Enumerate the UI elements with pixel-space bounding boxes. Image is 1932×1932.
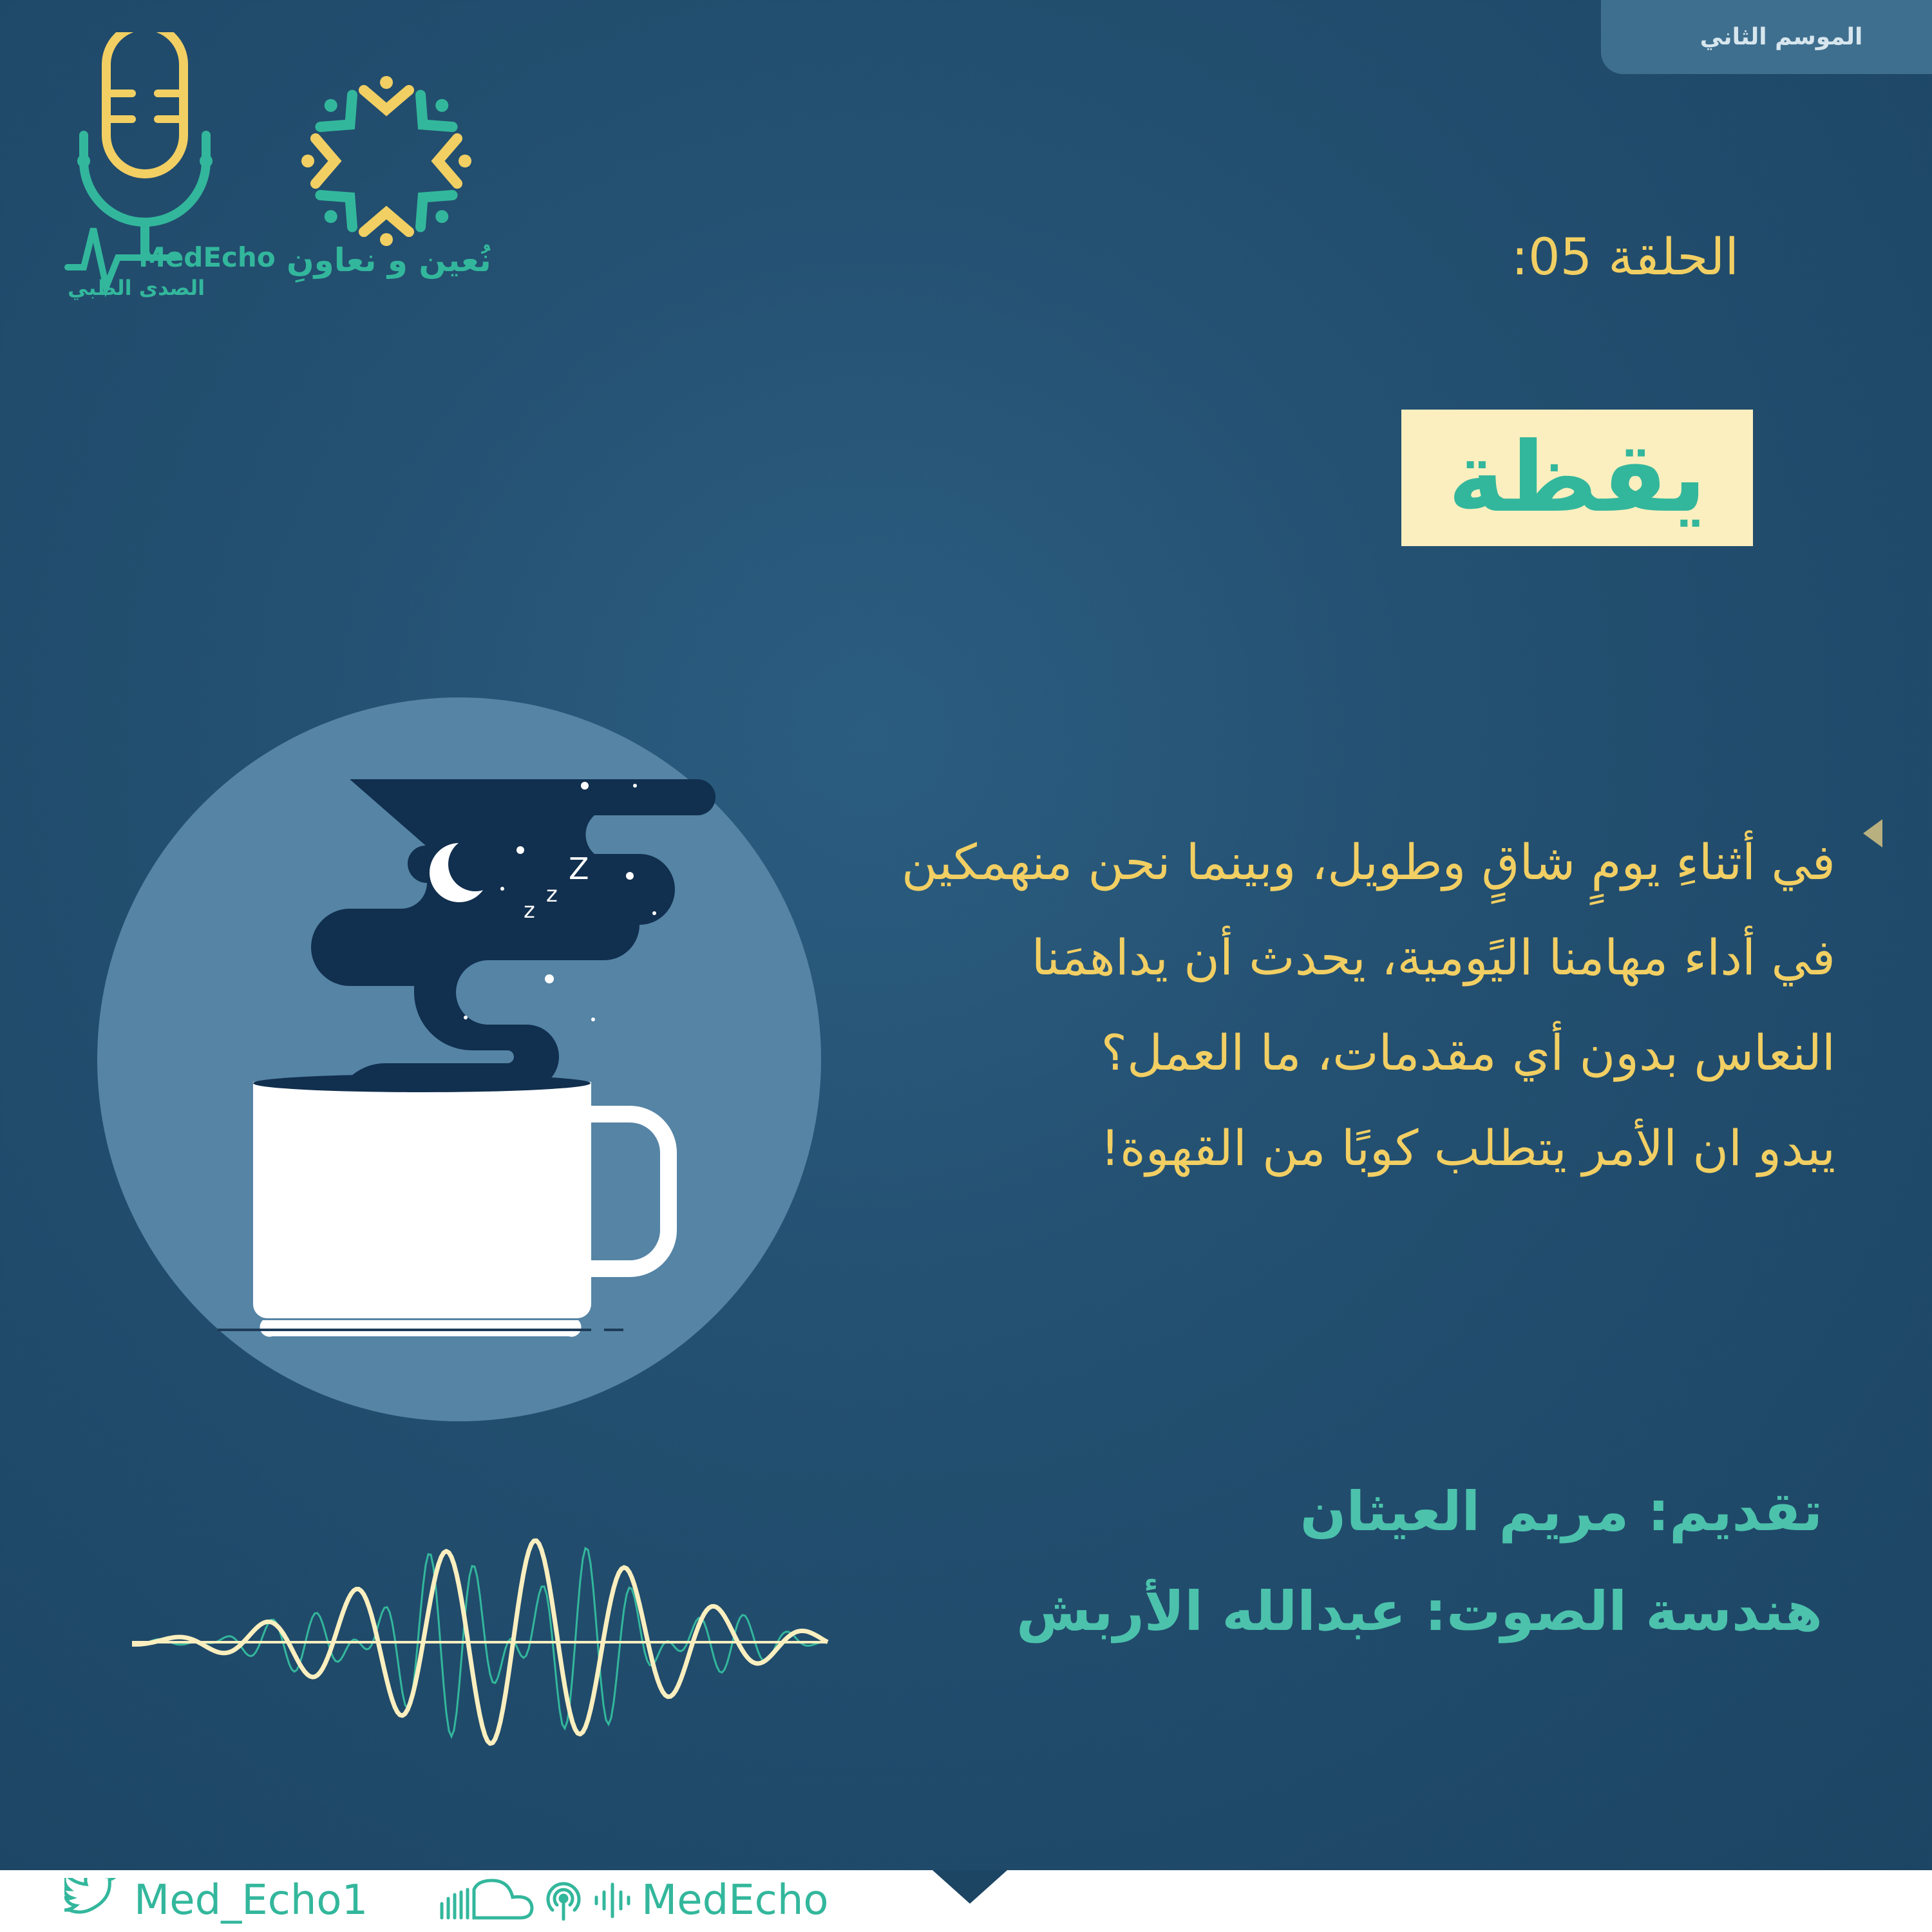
coffee-illustration: [95, 696, 823, 1423]
presenter-credit: تقديم: مريم العيثان: [1300, 1480, 1823, 1543]
anchor-icon: [590, 1878, 635, 1923]
anaa-name: نُعين و نعاونِ: [287, 242, 491, 279]
episode-title-box: [1401, 410, 1753, 546]
episode-title: يقظة: [1448, 422, 1707, 534]
podcast-platforms[interactable]: [438, 1873, 829, 1928]
sound-engineer-credit: هندسة الصوت: عبدالله الأربش: [1016, 1580, 1823, 1643]
medecho-arabic-name: الصدى الطبي: [68, 276, 205, 300]
season-tab: [1601, 0, 1932, 74]
twitter-link[interactable]: [64, 1873, 368, 1928]
footer-notch: [933, 1870, 1007, 1904]
sleep-z-3: Z: [569, 851, 589, 886]
triangle-marker-icon: [1863, 819, 1882, 848]
episode-number: الحلقة 05:: [1511, 229, 1739, 287]
sleep-z-1: z: [524, 898, 535, 923]
description-line: النعاس بدون أي مقدمات، ما العمل؟: [1101, 1024, 1835, 1081]
soundcloud-icon: [438, 1878, 535, 1923]
sleep-z-2: z: [546, 882, 558, 907]
description-line: في أداء مهامنا اليًومية، يحدث أن يداهمَنا: [1031, 929, 1835, 986]
description-line: في أثناءِ يومٍ شاقٍ وطويل، وبينما نحن منهمكين: [901, 833, 1835, 891]
season-label: الموسم الثاني: [1700, 24, 1863, 50]
episode-description: [850, 815, 1835, 1196]
podcast-icon: [541, 1878, 586, 1923]
podcast-name: MedEcho: [641, 1877, 829, 1924]
medecho-name: MedEcho: [138, 242, 276, 273]
credits: [1005, 1462, 1823, 1662]
description-line: يبدو ان الأمر يتطلب كوبًا من القهوة!: [1100, 1119, 1835, 1177]
sound-wave-icon: [126, 1520, 834, 1771]
twitter-handle: Med_Echo1: [134, 1877, 368, 1924]
twitter-icon: [64, 1878, 122, 1923]
